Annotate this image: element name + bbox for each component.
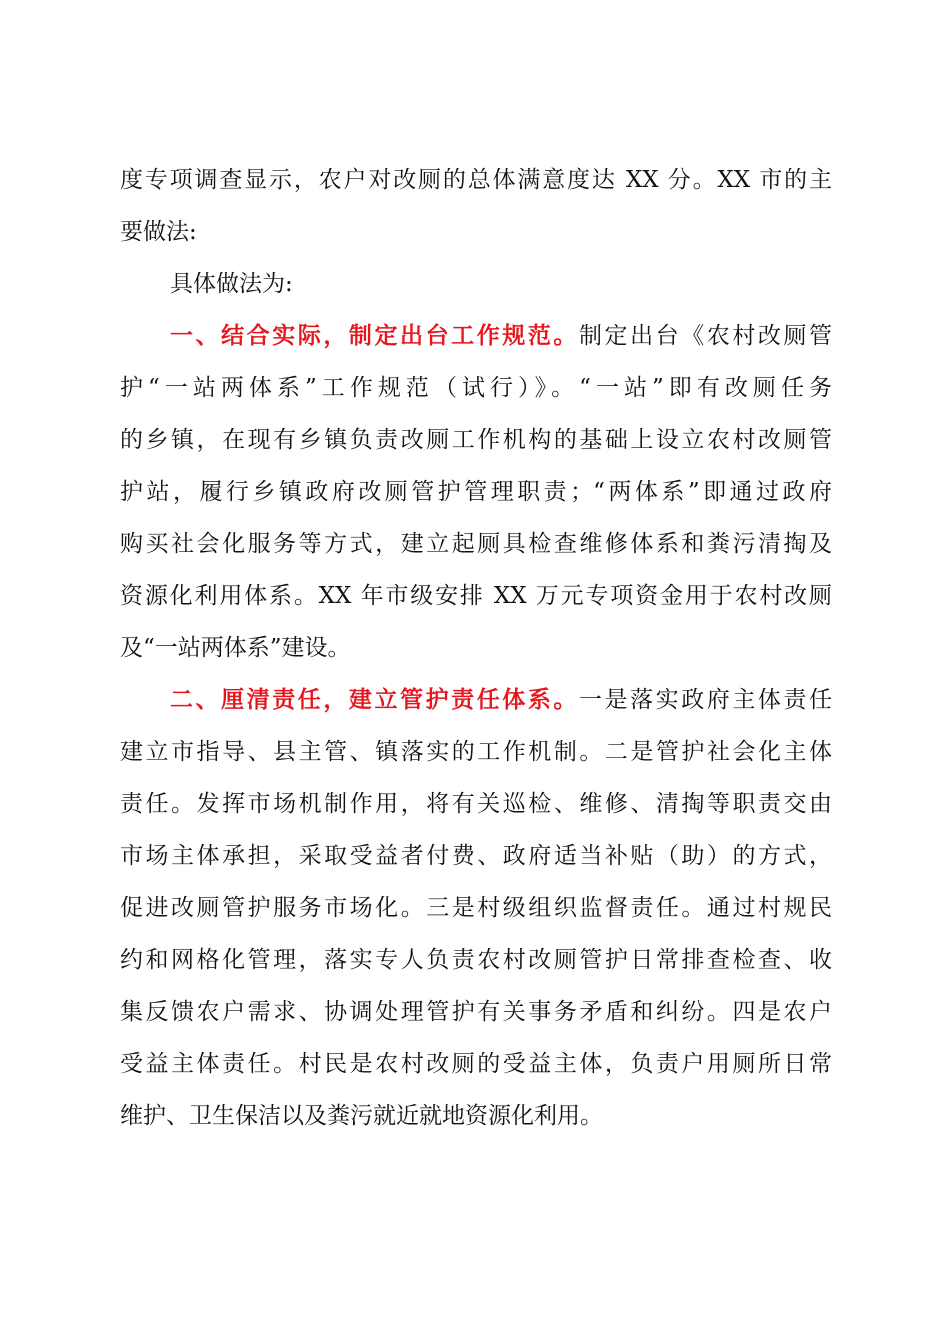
text-line [120,882,832,934]
body-text: 市场主体承担，采取受益者付费、政府适当补贴（助）的方式， [120,843,832,869]
body-text: 制定出台《农村改厕管 [578,323,833,349]
body-text: 度专项调查显示，农户对改厕的总体满意度达 XX 分。XX 市的主 [120,167,832,193]
text-line [120,986,832,1038]
body-text: 责任。发挥市场机制作用，将有关巡检、维修、清掏等职责交由 [120,791,832,817]
text-line [120,934,832,986]
body-text: 及“一站两体系”建设。 [120,635,351,661]
text-line [120,622,832,674]
text-line [120,258,832,310]
section-heading: 二、厘清责任，建立管护责任体系。 [170,687,579,713]
text-line [120,414,832,466]
body-text: 一是落实政府主体责任 [578,687,833,713]
text-line [120,206,832,258]
text-line [120,362,832,414]
text-line [120,1090,832,1142]
body-text: 护站，履行乡镇政府改厕管护管理职责；“两体系”即通过政府 [120,479,832,505]
text-line [120,570,832,622]
text-line [120,726,832,778]
body-text: 约和网格化管理，落实专人负责农村改厕管护日常排查检查、收 [120,947,832,973]
text-line [120,154,832,206]
text-line [120,1038,832,1090]
body-text: 要做法: [120,219,197,245]
body-text: 受益主体责任。村民是农村改厕的受益主体，负责户用厕所日常 [120,1051,832,1077]
body-text: 护“一站两体系”工作规范（试行）》。“一站”即有改厕任务 [120,375,832,401]
section-heading: 一、结合实际，制定出台工作规范。 [170,323,579,349]
body-text: 资源化利用体系。XX 年市级安排 XX 万元专项资金用于农村改厕 [120,583,832,609]
text-line [120,310,832,362]
text-line [120,778,832,830]
body-text: 维护、卫生保洁以及粪污就近就地资源化利用。 [120,1103,603,1129]
body-text: 促进改厕管护服务市场化。三是村级组织监督责任。通过村规民 [120,895,832,921]
body-text: 具体做法为: [170,271,293,297]
text-line [120,466,832,518]
body-text: 集反馈农户需求、协调处理管护有关事务矛盾和纠纷。四是农户 [120,999,832,1025]
body-text: 建立市指导、县主管、镇落实的工作机制。二是管护社会化主体 [120,739,832,765]
text-line [120,830,832,882]
body-text: 购买社会化服务等方式，建立起厕具检查维修体系和粪污清掏及 [120,531,832,557]
text-line [120,674,832,726]
text-line [120,518,832,570]
document-page [120,154,832,1142]
body-text: 的乡镇，在现有乡镇负责改厕工作机构的基础上设立农村改厕管 [120,427,832,453]
